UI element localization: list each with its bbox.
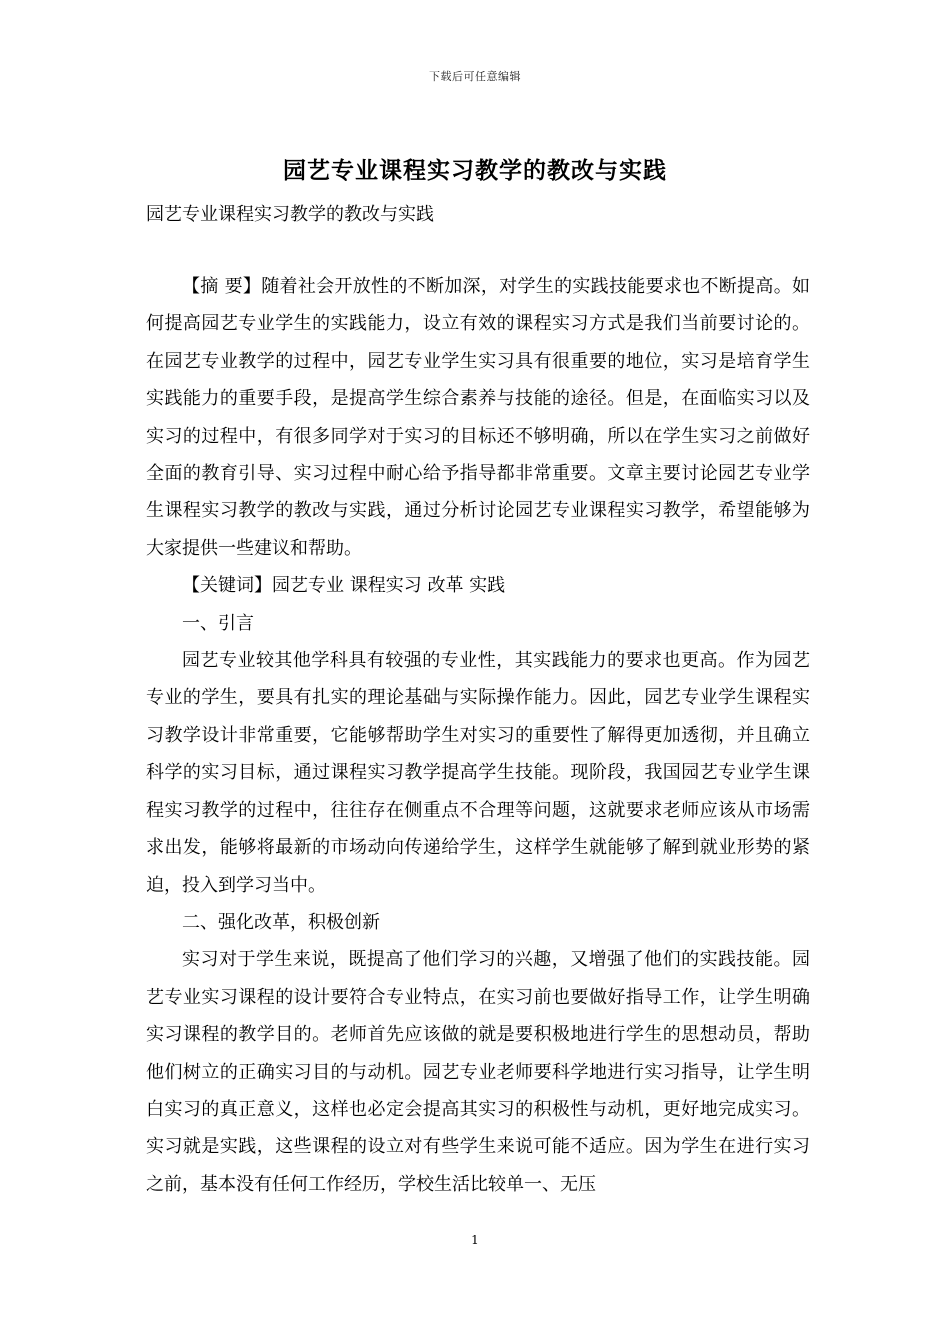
document-title: 园艺专业课程实习教学的教改与实践 — [283, 157, 667, 184]
introduction-paragraph: 园艺专业较其他学科具有较强的专业性，其实践能力的要求也更高。作为园艺专业的学生，要具有扎实的理论基础与实际操作能力。因此，园艺专业学生课程实习教学设计非常重要，它能够帮助学生对实习的重要性了解得更加透彻，并且确立科学的实习目标，通过课程实习教学提高学生技能。现阶段，我国园艺专业学生课程实习教学的过程中，往往存在侧重点不合理等问题，这就要求老师应该从市场需求出发，能够将最新的市场动向传递给学生，这样学生就能够了解到就业形势的紧迫，投入到学习当中。 — [146, 650, 810, 896]
keywords-paragraph: 【关键词】园艺专业 课程实习 改革 实践 — [182, 575, 506, 597]
section-heading-introduction: 一、引言 — [182, 612, 254, 634]
section-heading-reform: 二、强化改革，积极创新 — [182, 911, 380, 933]
document-subtitle: 园艺专业课程实习教学的教改与实践 — [146, 204, 434, 225]
reform-paragraph: 实习对于学生来说，既提高了他们学习的兴趣，又增强了他们的实践技能。园艺专业实习课程的设计要符合专业特点，在实习前也要做好指导工作，让学生明确实习课程的教学目的。老师首先应该做的就是要积极地进行学生的思想动员，帮助他们树立的正确实习目的与动机。园艺专业老师要科学地进行实习指导，让学生明白实习的真正意义，这样也必定会提高其实习的积极性与动机，更好地完成实习。实习就是实践，这些课程的设立对有些学生来说可能不适应。因为学生在进行实习之前，基本没有任何工作经历，学校生活比较单一、无压 — [146, 949, 810, 1195]
abstract-paragraph: 【摘 要】随着社会开放性的不断加深，对学生的实践技能要求也不断提高。如何提高园艺专业学生的实践能力，设立有效的课程实习方式是我们当前要讨论的。在园艺专业教学的过程中，园艺专业学生实习具有很重要的地位，实习是培育学生实践能力的重要手段，是提高学生综合素养与技能的途径。但是，在面临实习以及实习的过程中，有很多同学对于实习的目标还不够明确，所以在学生实习之前做好全面的教育引导、实习过程中耐心给予指导都非常重要。文章主要讨论园艺专业学生课程实习教学的教改与实践，通过分析讨论园艺专业课程实习教学，希望能够为大家提供一些建议和帮助。 — [146, 276, 810, 559]
document-body — [146, 268, 810, 1203]
page-number: 1 — [471, 1233, 479, 1247]
header-note: 下载后可任意编辑 — [429, 70, 521, 83]
